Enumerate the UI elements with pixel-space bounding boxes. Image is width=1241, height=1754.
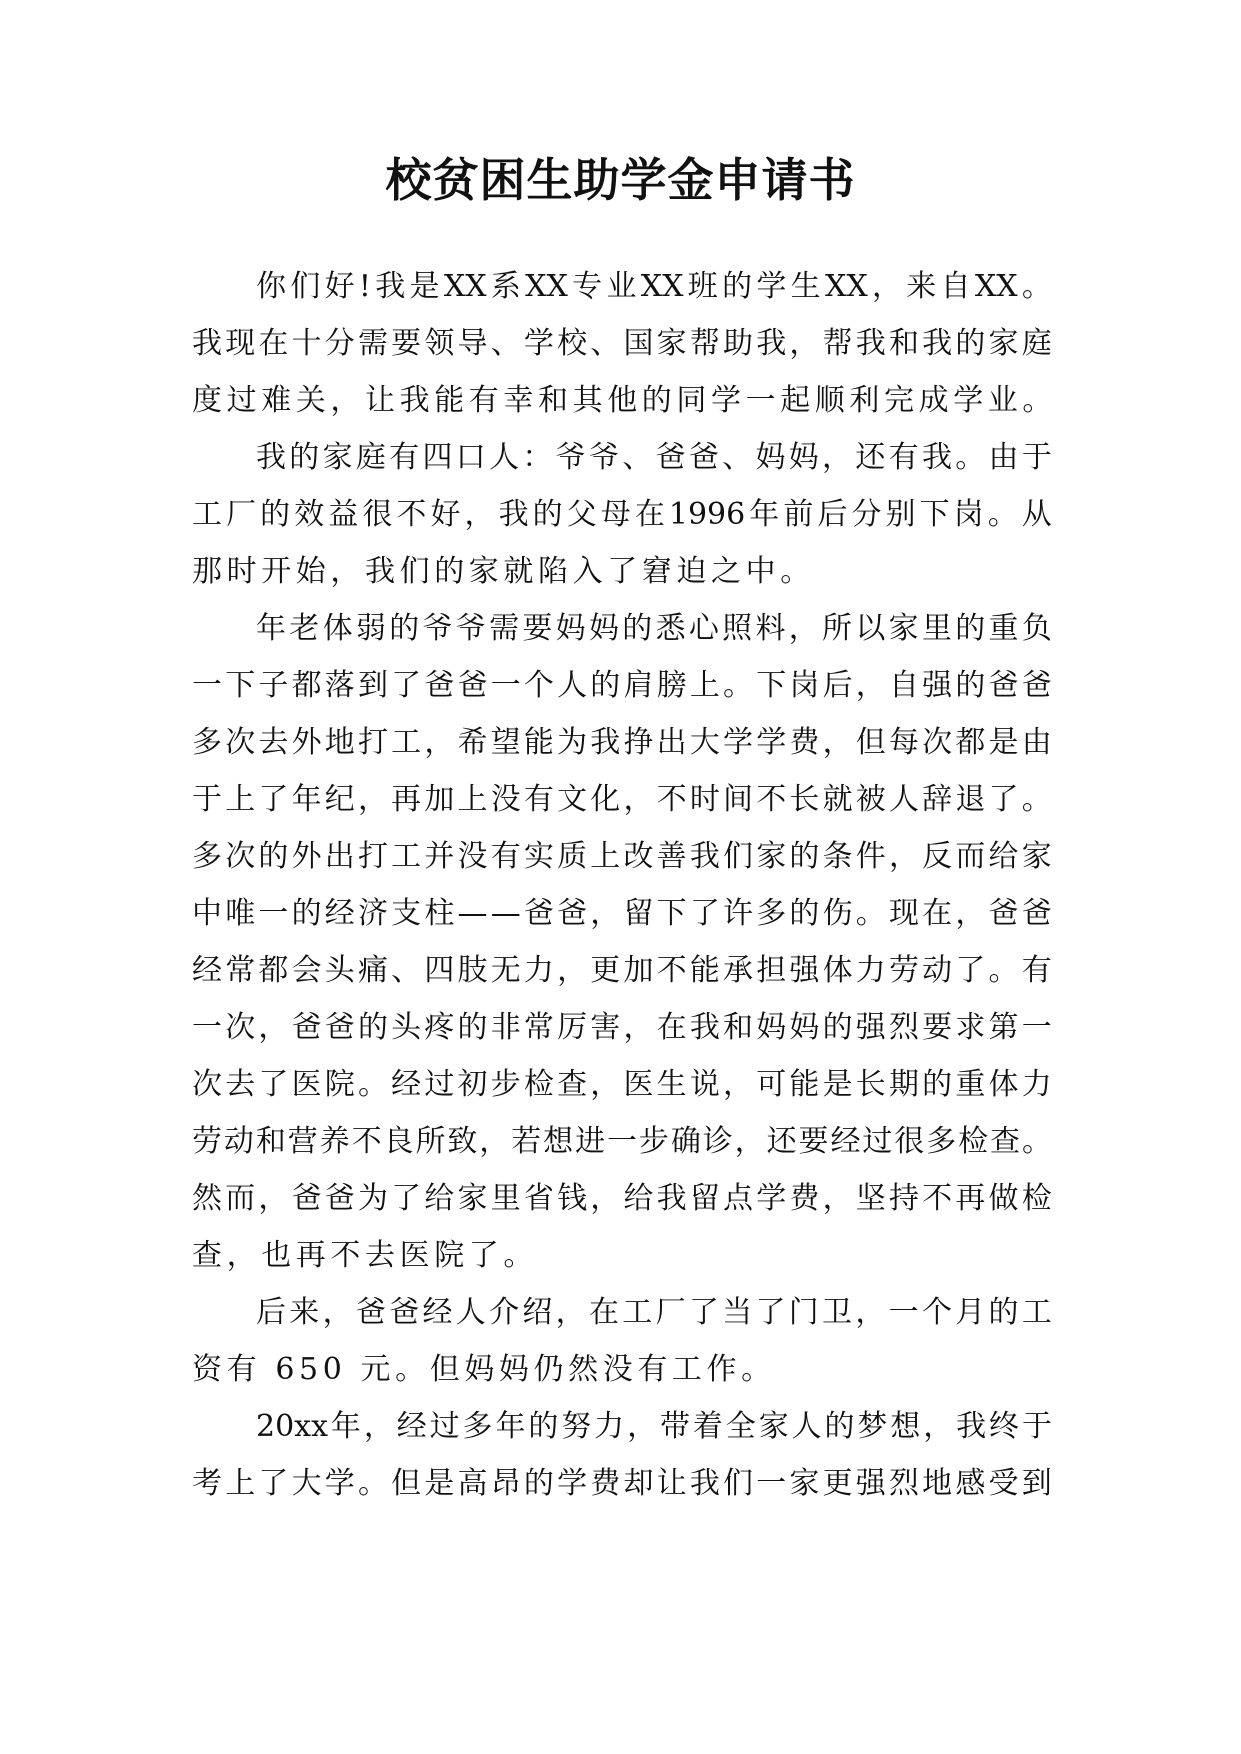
body-line: 于 上 了 年 纪 ， 再 加 上 没 有 文 化 ， 不 时 间 不 长 就 被 人 辞 退 了 。 [192, 782, 1052, 817]
body-line: 工 厂 的 效 益 很 不 好 ， 我 的 父 母 在 1996 年 前 后 分 别 下 岗 。 从 [192, 497, 1052, 532]
body-line: 一 次 ， 爸 爸 的 头 疼 的 非 常 厉 害 ， 在 我 和 妈 妈 的 强 烈 要 求 第 一 [192, 1010, 1052, 1045]
document-body [192, 258, 1057, 1512]
body-line: 年 老 体 弱 的 爷 爷 需 要 妈 妈 的 悉 心 照 料 ， 所 以 家 里 的 重 负 [256, 611, 1052, 646]
body-line: 多 次 的 外 出 打 工 并 没 有 实 质 上 改 善 我 们 家 的 条 件 ， 反 而 给 家 [192, 839, 1052, 874]
document-title: 校贫困生助学金申请书 [385, 153, 856, 207]
body-line: 劳 动 和 营 养 不 良 所 致 ， 若 想 进 一 步 确 诊 ， 还 要 经 过 很 多 检 查 。 [192, 1124, 1052, 1159]
body-line: 我 现 在 十 分 需 要 领 导 、 学 校 、 国 家 帮 助 我 ， 帮 我 和 我 的 家 庭 [192, 326, 1052, 361]
body-line: 多 次 去 外 地 打 工 ， 希 望 能 为 我 挣 出 大 学 学 费 ， 但 每 次 都 是 由 [192, 725, 1052, 760]
body-line: 后 来 ， 爸 爸 经 人 介 绍 ， 在 工 厂 了 当 了 门 卫 ， 一 个 月 的 工 [256, 1295, 1052, 1330]
body-line: 度过难关，让我能有幸和其他的同学一起顺利完成学业。 [192, 383, 1057, 418]
body-line: 资有 650 元。但妈妈仍然没有工作。 [192, 1352, 776, 1387]
body-line: 中 唯 一 的 经 济 支 柱 — — 爸 爸 ， 留 下 了 许 多 的 伤 。 现 在 ， 爸 爸 [192, 896, 1052, 931]
body-line: 经 常 都 会 头 痛 、 四 肢 无 力 ， 更 加 不 能 承 担 强 体 力 劳 动 了 。 有 [192, 953, 1052, 988]
body-line: 次 去 了 医 院 。 经 过 初 步 检 查 ， 医 生 说 ， 可 能 是 长 期 的 重 体 力 [192, 1067, 1052, 1102]
body-line: 20xx 年 ， 经 过 多 年 的 努 力 ， 带 着 全 家 人 的 梦 想 ， 我 终 于 [256, 1409, 1052, 1444]
body-line: 考 上 了 大 学 。 但 是 高 昂 的 学 费 却 让 我 们 一 家 更 强 烈 地 感 受 到 [192, 1466, 1052, 1501]
body-line: 那时开始，我们的家就陷入了窘迫之中。 [192, 554, 815, 589]
body-line: 我 的 家 庭 有 四 口 人 ： 爷 爷 、 爸 爸 、 妈 妈 ， 还 有 我 。 由 于 [256, 440, 1052, 475]
body-line: 一 下 子 都 落 到 了 爸 爸 一 个 人 的 肩 膀 上 。 下 岗 后 ， 自 强 的 爸 爸 [192, 668, 1052, 703]
body-line: 然 而 ， 爸 爸 为 了 给 家 里 省 钱 ， 给 我 留 点 学 费 ， 坚 持 不 再 做 检 [192, 1181, 1052, 1216]
body-line: 你 们 好 ! 我 是 XX 系 XX 专 业 XX 班 的 学 生 XX ， 来 自 XX 。 [256, 269, 1052, 304]
body-line: 查，也再不去医院了。 [192, 1238, 538, 1273]
